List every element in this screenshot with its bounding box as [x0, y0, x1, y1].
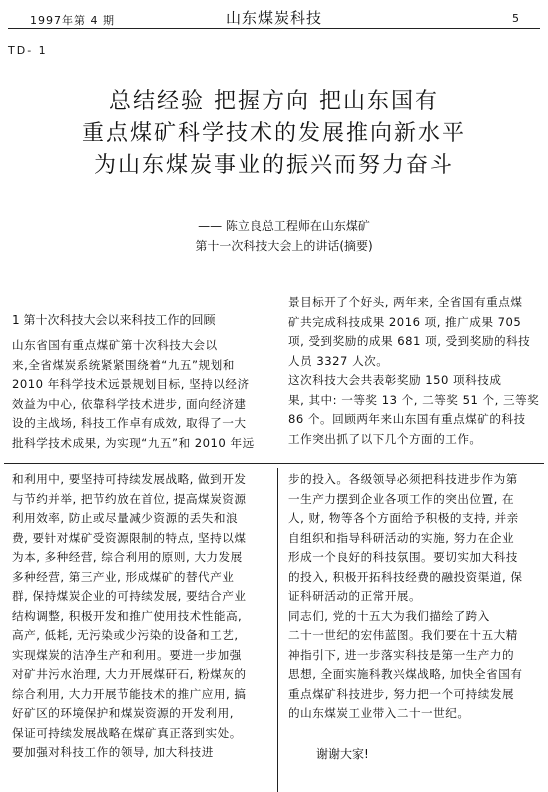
text-line: 矿共完成科技成果 2016 项, 推广成果 705: [288, 314, 522, 329]
byline-line-1: —— 陈立良总工程师在山东煤矿: [198, 219, 370, 233]
text-line: 利用效率, 防止或尽量减少资源的丢失和浪: [12, 511, 239, 525]
page-number: 5: [512, 12, 519, 25]
upper-left-column: [12, 336, 274, 453]
column-divider: [277, 468, 278, 792]
journal-name: 山东煤炭科技: [225, 9, 322, 27]
text-line: 山东省国有重点煤矿第十次科技大会以: [12, 338, 218, 352]
byline-line-2: 第十一次科技大会上的讲话(摘要): [195, 239, 373, 253]
text-line: 的投入, 积极开拓科技经费的融投资渠道, 保: [288, 569, 523, 584]
text-line: 人员 3327 人次。: [288, 353, 389, 368]
text-line: 与节约并举, 把节约放在首位, 提高煤炭资源: [12, 491, 247, 506]
text-line: 综合利用, 大力开展节能技术的推广应用, 搞: [12, 686, 247, 701]
section-divider: [4, 463, 544, 464]
text-line: 一生产力摆到企业各项工作的突出位置, 在: [288, 491, 515, 506]
text-line: 思想, 全面实施科教兴煤战略, 加快全省国有: [288, 667, 523, 681]
text-line: 重点煤矿科技进步, 努力把一个可持续发展: [288, 686, 515, 701]
text-line: 形成一个良好的科技氛围。要切实加大科技: [288, 550, 518, 564]
text-line: 果, 其中: 一等奖 13 个, 二等奖 51 个, 三等奖: [288, 392, 540, 407]
text-line: 结构调整, 积极开发和推广使用技术性能高,: [12, 608, 243, 623]
lower-left-column: [12, 470, 274, 763]
text-line: 2010 年科学技术远景规划目标, 坚持以经济: [12, 377, 250, 391]
text-line: 多种经营, 第三产业, 形成煤矿的替代产业: [12, 569, 235, 584]
text-line: 群, 保持煤炭企业的可持续发展, 要结合产业: [12, 589, 247, 603]
text-line: 费, 要针对煤矿受资源限制的特点, 坚持以煤: [12, 530, 247, 545]
text-line: 批科学技术成果, 为实现“九五”和 2010 年远: [12, 435, 255, 450]
text-line: 效益为中心, 依靠科学技术进步, 面向经济建: [12, 396, 247, 411]
title-line-2: 重点煤矿科学技术的发展推向新水平: [81, 121, 466, 146]
text-line: 工作突出抓了以下几个方面的工作。: [288, 431, 482, 446]
text-line: 的山东煤炭工业带入二十一世纪。: [288, 706, 470, 720]
text-line: 同志们, 党的十五大为我们描绘了跨入: [288, 608, 490, 623]
text-line: 为本, 多种经营, 综合利用的原则, 大力发展: [12, 550, 243, 564]
lower-right-column: [288, 470, 544, 724]
text-line: 景目标开了个好头, 两年来, 全省国有重点煤: [288, 295, 523, 309]
text-line: 高产, 低耗, 无污染或少污染的设备和工艺,: [12, 628, 239, 642]
title-line-3: 为山东煤炭事业的振兴而努力奋斗: [93, 153, 454, 178]
text-line: 人, 财, 物等各个方面给予积极的支持, 并亲: [288, 511, 519, 525]
section-heading: 1 第十次科技大会以来科技工作的回顾: [12, 313, 216, 327]
upper-right-column: [288, 293, 544, 449]
text-line: 证科研活动的正常开展。: [288, 589, 422, 603]
classification-code: TD- 1: [8, 44, 48, 57]
issue-label: 1997年第 4 期: [30, 14, 115, 27]
text-line: 86 个。回顾两年来山东国有重点煤矿的科技: [288, 412, 526, 426]
text-line: 好矿区的环境保护和煤炭资源的开发利用,: [12, 706, 234, 720]
text-line: 设的主战场, 科技工作卓有成效, 取得了一大: [12, 416, 247, 430]
text-line: 保证可持续发展战略在煤矿真正落到实处。: [12, 725, 242, 740]
text-line: 步的投入。各级领导必须把科技进步作为第: [288, 472, 518, 486]
text-line: 来,全省煤炭系统紧紧围绕着“九五”规划和: [12, 357, 235, 372]
text-line: 项, 受到奖励的成果 681 项, 受到奖励的科技: [288, 334, 531, 348]
text-line: 实现煤炭的洁净生产和利用。要进一步加强: [12, 647, 242, 662]
text-line: 对矿井污水治理, 大力开展煤矸石, 粉煤灰的: [12, 667, 247, 681]
title-line-1: 总结经验 把握方向 把山东国有: [109, 89, 439, 114]
header-rule: [8, 28, 540, 29]
text-line: 神指引下, 进一步落实科技是第一生产力的: [288, 647, 515, 662]
closing-remark: 谢谢大家!: [316, 747, 369, 761]
text-line: 和利用中, 要坚持可持续发展战略, 做到开发: [12, 472, 247, 486]
text-line: 自组织和指导科研活动的实施, 努力在企业: [288, 530, 515, 545]
text-line: 二十一世纪的宏伟蓝图。我们要在十五大精: [288, 628, 518, 642]
text-line: 要加强对科技工作的领导, 加大科技进: [12, 745, 214, 759]
text-line: 这次科技大会共表彰奖励 150 项科技成: [288, 373, 502, 387]
